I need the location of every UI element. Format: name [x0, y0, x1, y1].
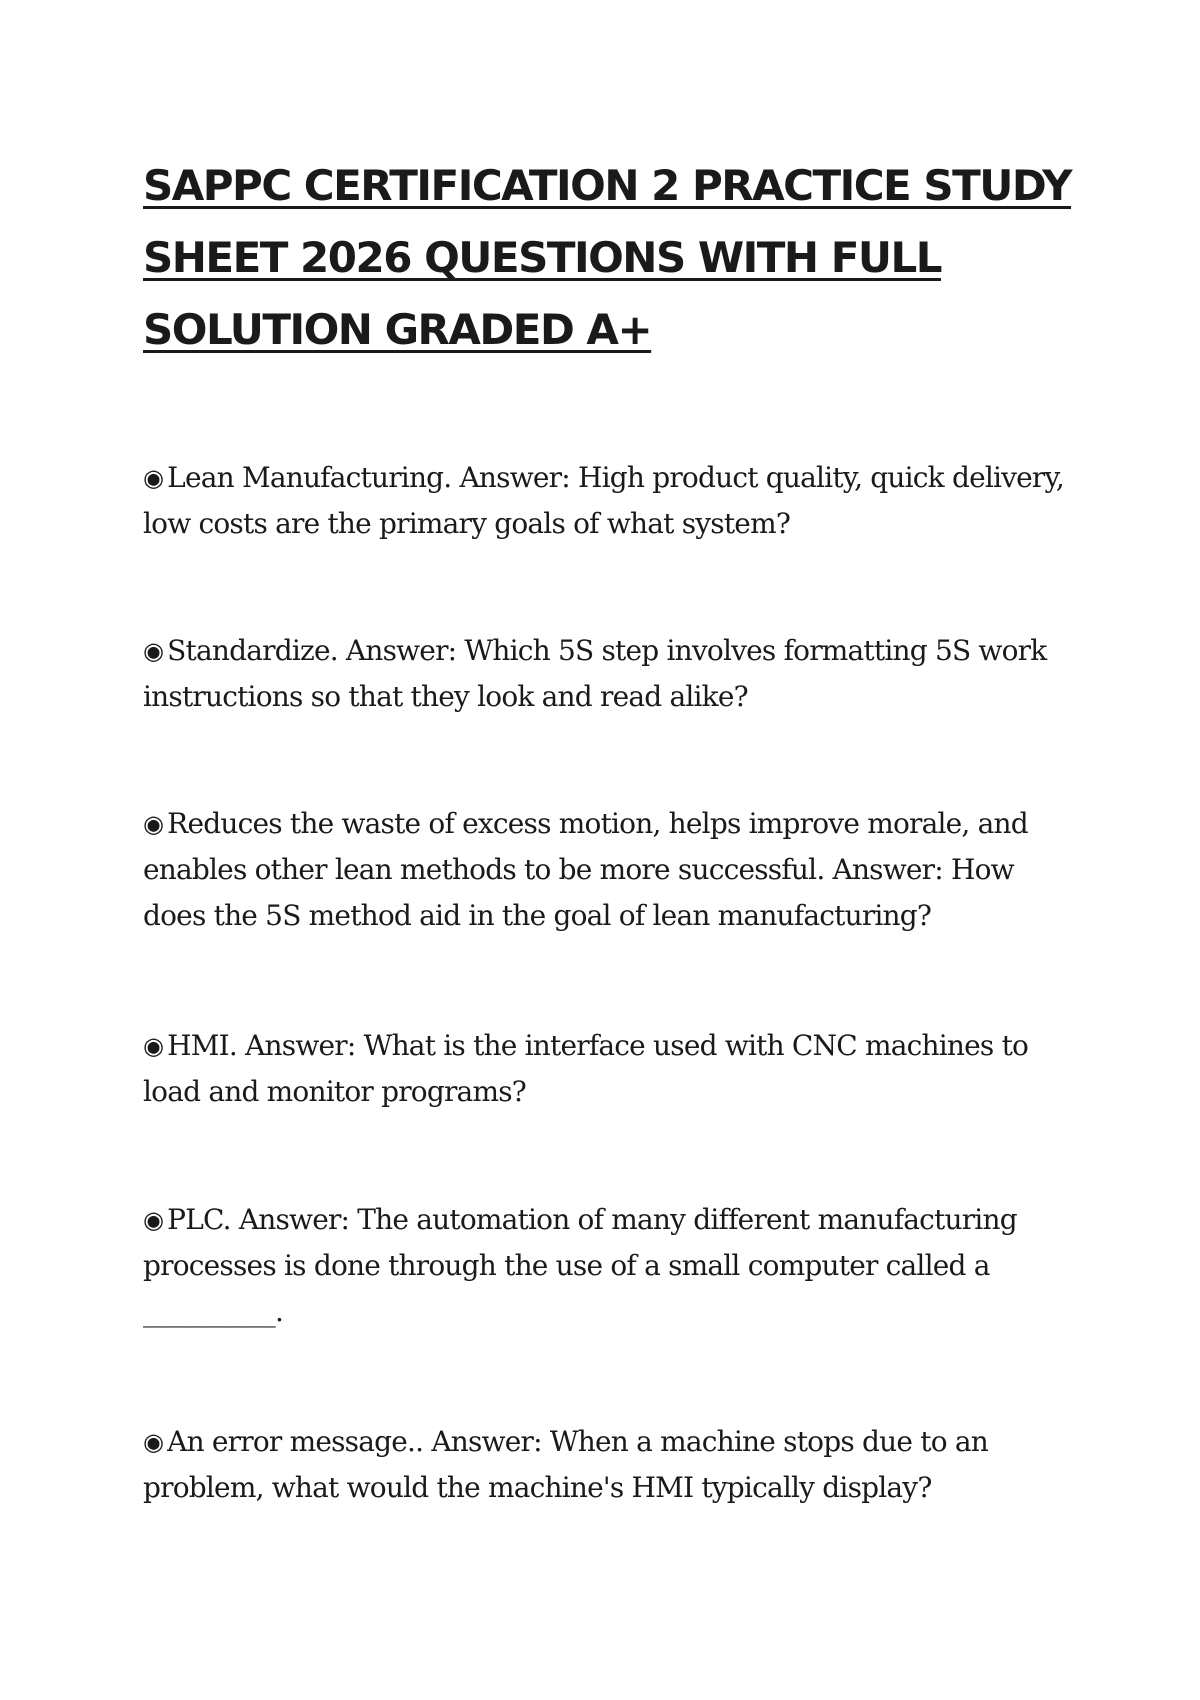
- qa-item-5: [143, 1197, 1073, 1335]
- qa-item-3: [143, 801, 1073, 939]
- qa-item-text: Lean Manufacturing. Answer: High product quality, quick delivery, low costs are the primary goals of what system?: [143, 461, 1064, 540]
- qa-item-text: An error message.. Answer: When a machine stops due to an problem, what would the machine's HMI typically display?: [143, 1425, 988, 1504]
- qa-item-text: HMI. Answer: What is the interface used with CNC machines to load and monitor programs?: [143, 1029, 1029, 1108]
- fisheye-bullet-icon: ◉: [143, 1206, 164, 1234]
- fisheye-bullet-icon: ◉: [143, 1032, 164, 1060]
- qa-item-text: Standardize. Answer: Which 5S step involves formatting 5S work instructions so that they look and read alike?: [143, 634, 1047, 713]
- qa-item-text: Reduces the waste of excess motion, helps improve morale, and enables other lean methods to be more successful. Answer: How does the 5S method aid in the goal of lean manufacturing?: [143, 807, 1028, 932]
- fisheye-bullet-icon: ◉: [143, 810, 164, 838]
- qa-item-text: PLC. Answer: The automation of many different manufacturing processes is done through the use of a small computer called a __________.: [143, 1203, 1017, 1328]
- document-title: SAPPC CERTIFICATION 2 PRACTICE STUDY SHEET 2026 QUESTIONS WITH FULL SOLUTION GRADED A+: [143, 161, 1072, 354]
- qa-item-2: [143, 628, 1073, 720]
- fisheye-bullet-icon: ◉: [143, 464, 164, 492]
- fisheye-bullet-icon: ◉: [143, 637, 164, 665]
- qa-item-1: [143, 455, 1073, 547]
- fisheye-bullet-icon: ◉: [143, 1428, 164, 1456]
- qa-item-4: [143, 1023, 1073, 1115]
- qa-item-6: [143, 1419, 1073, 1511]
